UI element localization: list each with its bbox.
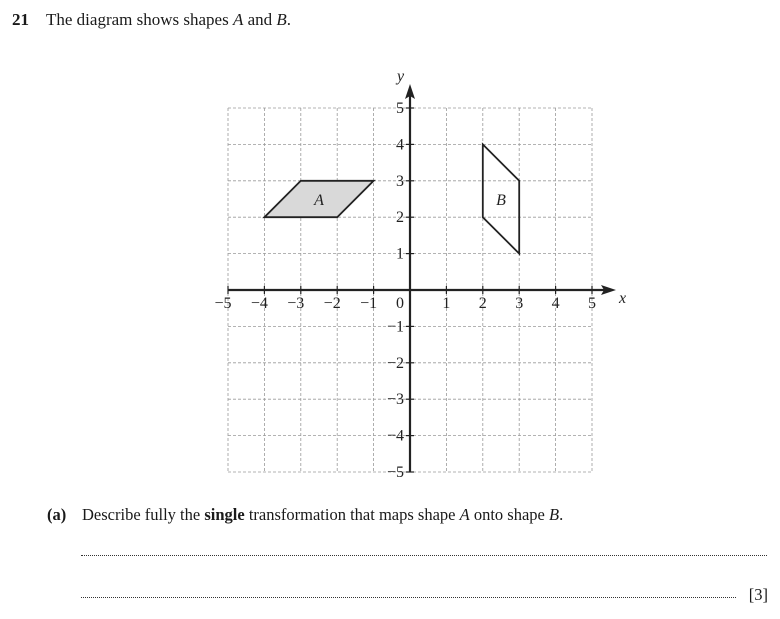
y-tick-label: −3 [386, 391, 404, 409]
x-tick-label: −4 [250, 295, 268, 312]
y-tick-label: 2 [396, 209, 404, 227]
x-tick-label: 3 [515, 295, 524, 312]
y-axis-label: y [397, 68, 405, 85]
y-tick-label: −2 [386, 354, 404, 372]
question-number: 21 [12, 10, 29, 29]
x-tick-label: −2 [323, 295, 341, 312]
shape-b-label: B [496, 192, 506, 209]
x-tick-label: −5 [214, 295, 232, 312]
answer-line-2[interactable] [81, 597, 736, 598]
x-tick-label: 4 [551, 295, 560, 312]
part-a-text: Describe fully the single transformation that maps shape A onto shape B. [82, 505, 564, 524]
x-tick-label: −1 [360, 295, 378, 312]
y-tick-label: −5 [386, 464, 404, 481]
y-tick-label: 1 [396, 245, 404, 263]
shape-a-label: A [314, 192, 324, 209]
part-a-question [47, 505, 563, 525]
part-a-label: (a) [47, 505, 67, 524]
y-tick-label: 5 [396, 100, 404, 117]
x-tick-label: −3 [287, 295, 305, 312]
marks-indicator: [3] [748, 585, 768, 604]
question-intro: The diagram shows shapes A and B. [46, 10, 292, 29]
y-tick-label: −1 [386, 318, 404, 336]
y-tick-label: −4 [386, 427, 404, 445]
y-tick-label: 3 [396, 172, 404, 190]
x-tick-label: 1 [442, 295, 451, 312]
x-tick-label: 5 [588, 295, 596, 312]
origin-label: 0 [396, 295, 404, 312]
x-tick-label: 2 [478, 295, 487, 312]
x-axis-label: x [619, 290, 627, 307]
y-tick-label: 4 [396, 136, 404, 154]
answer-line-1[interactable] [81, 555, 767, 556]
